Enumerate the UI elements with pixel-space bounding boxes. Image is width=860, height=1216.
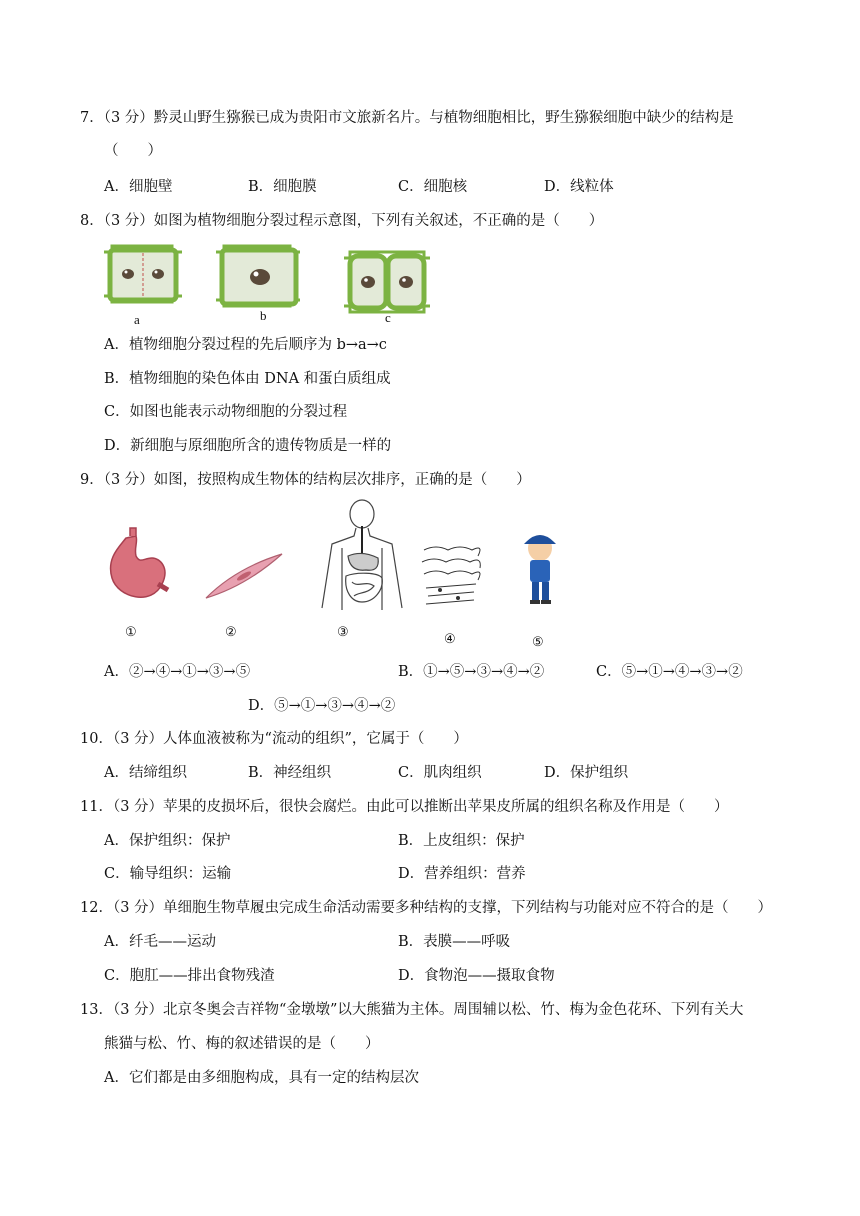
q9-stem: 9．（3 分）如图，按照构成生物体的结构层次排序，正确的是（ ） (80, 472, 531, 488)
q9-option-d[interactable]: D．⑤→①→③→④→② (248, 698, 396, 714)
stomach-image (111, 528, 168, 597)
structure-levels-figure (96, 498, 576, 618)
q11-option-d[interactable]: D．营养组织：营养 (398, 866, 526, 882)
figure-label-a: a (134, 312, 140, 327)
figure-label-b: b (260, 308, 267, 323)
person-image (524, 535, 556, 604)
q8-option-a[interactable]: A．植物细胞分裂过程的先后顺序为 b→a→c (104, 337, 387, 353)
q11-stem: 11．（3 分）苹果的皮损坏后，很快会腐烂。由此可以推断出苹果皮所属的组织名称及作用是（ ） (80, 799, 729, 815)
q7-option-b[interactable]: B．细胞膜 (248, 179, 317, 195)
q11-option-b[interactable]: B．上皮组织：保护 (398, 833, 525, 849)
q12-option-a[interactable]: A．纤毛——运动 (104, 934, 216, 950)
q12-stem: 12．（3 分）单细胞生物草履虫完成生命活动需要多种结构的支撑，下列结构与功能对应不符合的是（ ） (80, 900, 773, 916)
figure-label-c: c (385, 310, 391, 325)
q10-option-c[interactable]: C．肌肉组织 (398, 765, 482, 781)
q8-stem: 8．（3 分）如图为植物细胞分裂过程示意图，下列有关叙述，不正确的是（ ） (80, 213, 604, 229)
q12-option-d[interactable]: D．食物泡——摄取食物 (398, 968, 555, 984)
figure-label-4: ④ (444, 631, 456, 646)
q7-option-c[interactable]: C．细胞核 (398, 179, 468, 195)
figure-label-1: ① (125, 624, 137, 639)
q13-option-a[interactable]: A．它们都是由多细胞构成，具有一定的结构层次 (104, 1070, 419, 1086)
q7-paren: （ ） (104, 143, 162, 159)
q8-option-d[interactable]: D．新细胞与原细胞所含的遗传物质是一样的 (104, 438, 392, 454)
figure-label-3: ③ (337, 624, 349, 639)
q11-option-c[interactable]: C．输导组织：运输 (104, 866, 232, 882)
q9-option-c[interactable]: C．⑤→①→④→③→② (596, 664, 743, 680)
q9-option-b[interactable]: B．①→⑤→③→④→② (398, 664, 545, 680)
q12-option-b[interactable]: B．表膜——呼吸 (398, 934, 511, 950)
q13-stem-continued: 熊猫与松、竹、梅的叙述错误的是（ ） (104, 1036, 380, 1052)
figure-label-2: ② (225, 624, 237, 639)
human-digestive-system-image (322, 500, 402, 610)
q9-option-a[interactable]: A．②→④→①→③→⑤ (104, 664, 251, 680)
cell-c-image (344, 252, 430, 312)
q10-option-d[interactable]: D．保护组织 (544, 765, 629, 781)
q12-option-c[interactable]: C．胞肛——排出食物残渣 (104, 968, 275, 984)
q8-option-c[interactable]: C．如图也能表示动物细胞的分裂过程 (104, 404, 348, 420)
q10-option-b[interactable]: B．神经组织 (248, 765, 332, 781)
q7-option-a[interactable]: A．细胞壁 (104, 179, 173, 195)
tissue-image (422, 547, 480, 604)
q8-option-b[interactable]: B．植物细胞的染色体由 DNA 和蛋白质组成 (104, 371, 391, 387)
q10-option-a[interactable]: A．结缔组织 (104, 765, 187, 781)
figure-label-5: ⑤ (532, 634, 544, 649)
cell-a-image (104, 246, 182, 302)
q10-stem: 10．（3 分）人体血液被称为“流动的组织”，它属于（ ） (80, 731, 468, 747)
q7-option-d[interactable]: D．线粒体 (544, 179, 614, 195)
q7-stem: 7．（3 分）黔灵山野生猕猴已成为贵阳市文旅新名片。与植物细胞相比，野生猕猴细胞中缺少的结构是 (80, 110, 734, 126)
cell-b-image (216, 246, 300, 306)
muscle-cell-image (206, 554, 282, 598)
q13-stem: 13．（3 分）北京冬奥会吉祥物“金墩墩”以大熊猫为主体。周围辅以松、竹、梅为金色花环、下列有关大 (80, 1002, 744, 1018)
q11-option-a[interactable]: A．保护组织：保护 (104, 833, 231, 849)
